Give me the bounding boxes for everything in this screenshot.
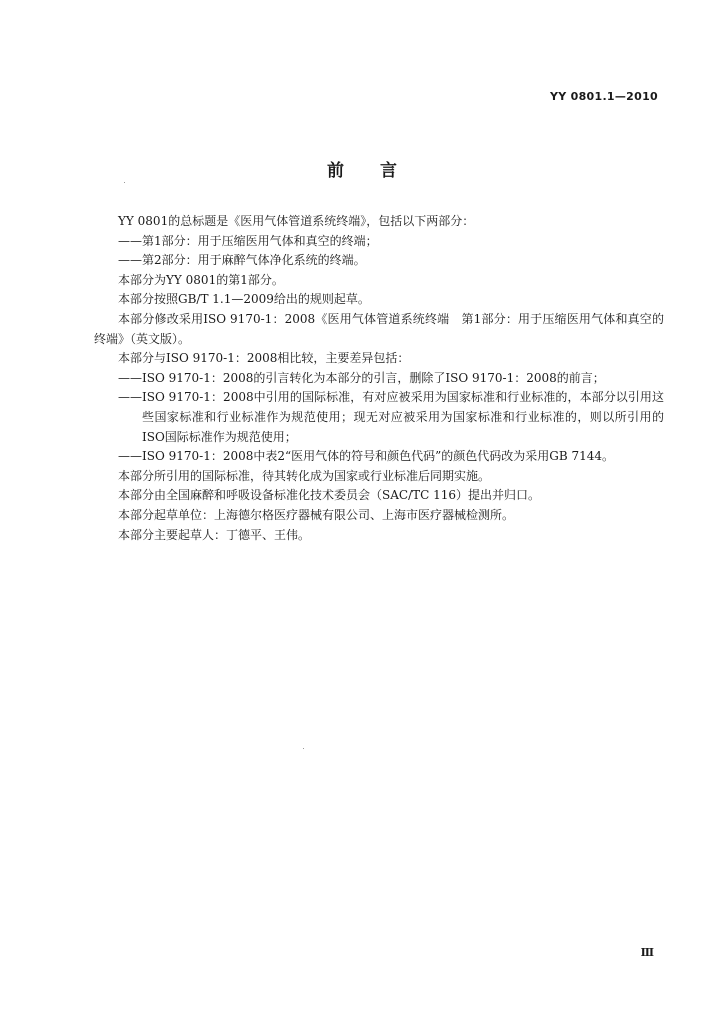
list-item-difference-3: ——ISO 9170-1：2008中表2“医用气体的符号和颜色代码”的颜色代码改为采用GB 7144。 — [118, 449, 615, 464]
list-item-part-2: ——第2部分：用于麻醉气体净化系统的终端。 — [118, 253, 366, 268]
page-number: Ⅲ — [640, 946, 654, 959]
page-title: 前言 — [327, 161, 433, 181]
foreword-body — [94, 212, 664, 545]
list-item-difference-1: ——ISO 9170-1：2008的引言转化为本部分的引言，删除了ISO 9170-1：2008的前言； — [118, 370, 605, 385]
standard-code: YY 0801.1—2010 — [549, 90, 658, 103]
paragraph-overall-title: YY 0801的总标题是《医用气体管道系统终端》，包括以下两部分： — [118, 214, 475, 228]
paragraph-proposer: 本部分由全国麻醉和呼吸设备标准化技术委员会（SAC/TC 116）提出并归口。 — [118, 488, 541, 503]
list-item-difference-2: ——ISO 9170-1：2008中引用的国际标准，有对应被采用为国家标准和行业标准的，本部分以引用这些国家标准和行业标准作为规范使用；现无对应被采用为国家标准和行业标准的，则以所引用的ISO国际标准作为规范使用； — [118, 390, 664, 444]
paragraph-this-part: 本部分为YY 0801的第1部分。 — [118, 272, 284, 287]
list-item-part-1: ——第1部分：用于压缩医用气体和真空的终端； — [118, 233, 378, 248]
paragraph-implementation: 本部分所引用的国际标准，待其转化成为国家或行业标准后同期实施。 — [118, 468, 491, 483]
paragraph-drafting-rules: 本部分按照GB/T 1.1—2009给出的规则起草。 — [118, 292, 370, 307]
scan-speck — [124, 182, 125, 183]
paragraph-drafters: 本部分主要起草人：丁德平、王伟。 — [118, 527, 311, 542]
scan-speck — [303, 748, 304, 749]
paragraph-adoption: 本部分修改采用ISO 9170-1：2008《医用气体管道系统终端 第1部分：用于压缩医用气体和真空的终端》（英文版）。 — [94, 311, 664, 346]
paragraph-drafting-units: 本部分起草单位：上海德尔格医疗器械有限公司、上海市医疗器械检测所。 — [118, 507, 515, 522]
paragraph-differences-intro: 本部分与ISO 9170-1：2008相比较，主要差异包括： — [118, 351, 410, 366]
